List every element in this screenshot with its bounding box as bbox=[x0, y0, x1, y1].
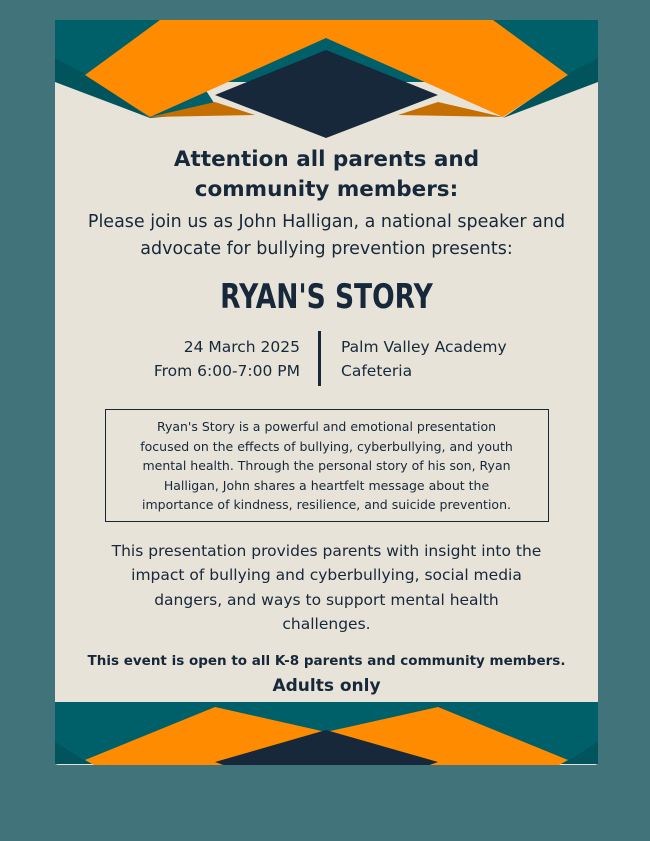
event-time: From 6:00-7:00 PM bbox=[153, 362, 300, 380]
adults-only-note: Adults only bbox=[272, 675, 381, 696]
event-date: 24 March 2025 bbox=[183, 338, 300, 356]
description-line-1: Ryan's Story is a powerful and emotional presentation bbox=[156, 419, 497, 434]
intro-line-2: advocate for bullying prevention presents: bbox=[140, 239, 513, 259]
event-details bbox=[55, 331, 598, 391]
event-title: RYAN'S STORY bbox=[220, 277, 433, 317]
description-line-2: focused on the effects of bullying, cyberbullying, and youth bbox=[140, 438, 513, 454]
headline-line-2: community members: bbox=[194, 177, 459, 202]
event-room: Cafeteria bbox=[341, 362, 413, 380]
event-where bbox=[341, 335, 507, 383]
insight-text bbox=[97, 539, 557, 637]
description-line-4: Halligan, John shares a heartfelt message about the bbox=[163, 477, 490, 493]
description-line-3: mental health. Through the personal story of his son, Ryan bbox=[142, 458, 511, 473]
intro-text bbox=[55, 209, 598, 263]
headline-line-1: Attention all parents and bbox=[173, 147, 480, 172]
event-venue: Palm Valley Academy bbox=[341, 338, 507, 356]
description-box bbox=[105, 409, 549, 522]
insight-line-1: This presentation provides parents with insight into the bbox=[111, 541, 542, 560]
details-divider bbox=[318, 331, 321, 386]
description-line-5: importance of kindness, resilience, and suicide prevention. bbox=[142, 497, 511, 512]
bottom-banner-graphic bbox=[55, 702, 598, 765]
top-banner-graphic bbox=[55, 20, 598, 140]
audience-note: This event is open to all K-8 parents and community members. bbox=[87, 652, 566, 669]
insight-line-3: dangers, and ways to support mental health bbox=[154, 590, 499, 609]
intro-line-1: Please join us as John Halligan, a national speaker and bbox=[87, 212, 566, 232]
flyer bbox=[55, 20, 598, 765]
headline bbox=[55, 145, 598, 205]
event-when bbox=[154, 335, 300, 383]
insight-line-4: challenges. bbox=[282, 615, 371, 633]
insight-line-2: impact of bullying and cyberbullying, social media bbox=[131, 566, 522, 584]
